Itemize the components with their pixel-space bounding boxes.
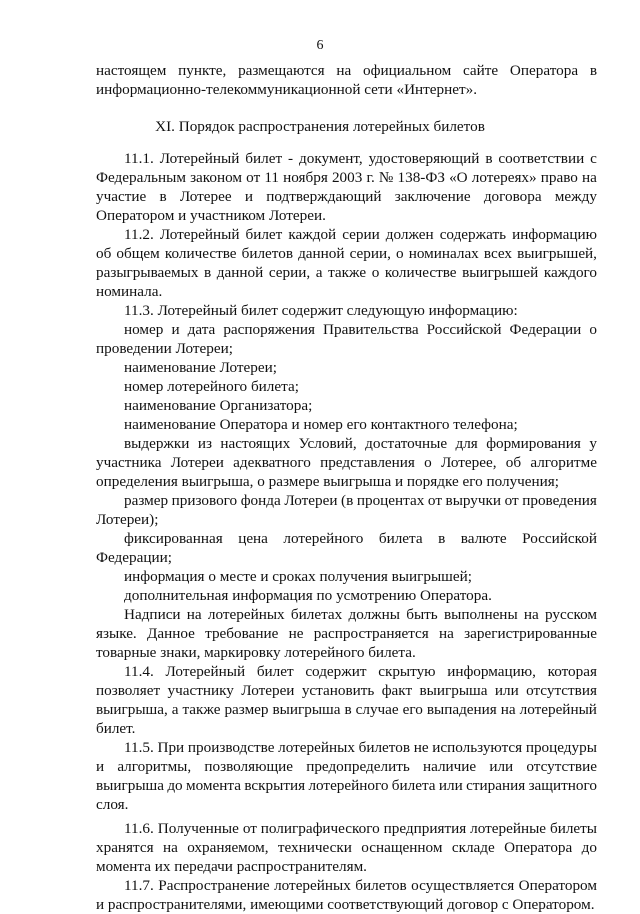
text-line: и алгоритмы, позволяющие предопределить наличие или отсутствие: [96, 758, 597, 775]
text-line: наименование Оператора и номер его контактного телефона;: [124, 416, 518, 433]
text-line: наименование Лотереи;: [124, 359, 277, 376]
text-line: Оператором и участником Лотереи.: [96, 207, 326, 224]
text-line: номер и дата распоряжения Правительства Российской Федерации о: [124, 321, 597, 338]
text-line: Лотереи);: [96, 511, 159, 528]
text-line: 11.3. Лотерейный билет содержит следующую информацию:: [124, 302, 518, 319]
text-line: фиксированная цена лотерейного билета в валюте Российской: [124, 530, 597, 547]
text-line: выигрыша, а также размер выигрыша в случае его выпадения на лотерейный: [96, 701, 597, 718]
text-line: позволяет участнику Лотереи установить факт выигрыша или отсутствия: [96, 682, 597, 699]
text-line: дополнительная информация по усмотрению Оператора.: [124, 587, 492, 604]
text-line: наименование Организатора;: [124, 397, 313, 414]
text-line: участие в Лотерее и подтверждающий заключение договора между: [96, 188, 597, 205]
section-title: XI. Порядок распространения лотерейных билетов: [155, 118, 485, 135]
text-line: момента их передачи распространителям.: [96, 858, 367, 875]
text-line: Федеральным законом от 11 ноября 2003 г. № 138-ФЗ «О лотереях» право на: [96, 169, 597, 186]
text-line: номер лотерейного билета;: [124, 378, 299, 395]
text-line: Федерации;: [96, 549, 172, 566]
text-line: товарные знаки, маркировку лотерейного билета.: [96, 644, 416, 661]
text-line: языке. Данное требование не распространяется на зарегистрированные: [96, 625, 597, 642]
text-line: 11.1. Лотерейный билет - документ, удостоверяющий в соответствии с: [124, 150, 597, 167]
text-line: билет.: [96, 720, 136, 737]
text-line: 11.4. Лотерейный билет содержит скрытую информацию, которая: [124, 663, 597, 680]
text-line: информация о месте и сроках получения выигрышей;: [124, 568, 472, 585]
text-line: информационно-телекоммуникационной сети «Интернет».: [96, 81, 478, 98]
text-line: выдержки из настоящих Условий, достаточные для формирования у: [124, 435, 597, 452]
text-line: 11.2. Лотерейный билет каждой серии должен содержать информацию: [124, 226, 597, 243]
text-line: слоя.: [96, 796, 129, 813]
text-line: разыгрываемых в данной серии, а также о количестве выигрышей каждого: [96, 264, 597, 281]
text-line: 11.5. При производстве лотерейных билетов не используются процедуры: [124, 739, 597, 756]
text-line: участника Лотереи адекватного представления о Лотерее, об алгоритме: [96, 454, 597, 471]
text-line: хранятся на охраняемом, технически оснащенном складе Оператора до: [96, 839, 597, 856]
text-line: выигрыша до момента вскрытия лотерейного билета или стирания защитного: [96, 777, 597, 794]
text-line: размер призового фонда Лотереи (в процентах от выручки от проведения: [124, 492, 597, 509]
intro-paragraph: [96, 61, 597, 99]
text-line: определения выигрыша, о размере выигрыша и порядке его получения;: [96, 473, 560, 490]
page-number: 6: [316, 38, 324, 53]
section-body: [96, 149, 597, 914]
text-line: 11.6. Полученные от полиграфического предприятия лотерейные билеты: [124, 820, 597, 837]
text-line: номинала.: [96, 283, 163, 300]
text-line: и распространителями, имеющими соответствующий договор с Оператором.: [96, 896, 595, 913]
text-line: об общем количестве билетов данной серии, о номиналах всех выигрышей,: [96, 245, 597, 262]
text-line: настоящем пункте, размещаются на официальном сайте Оператора в: [96, 62, 597, 79]
text-line: Надписи на лотерейных билетах должны быть выполнены на русском: [124, 606, 597, 623]
text-line: 11.7. Распространение лотерейных билетов осуществляется Оператором: [124, 877, 597, 894]
text-line: проведении Лотереи;: [96, 340, 233, 357]
